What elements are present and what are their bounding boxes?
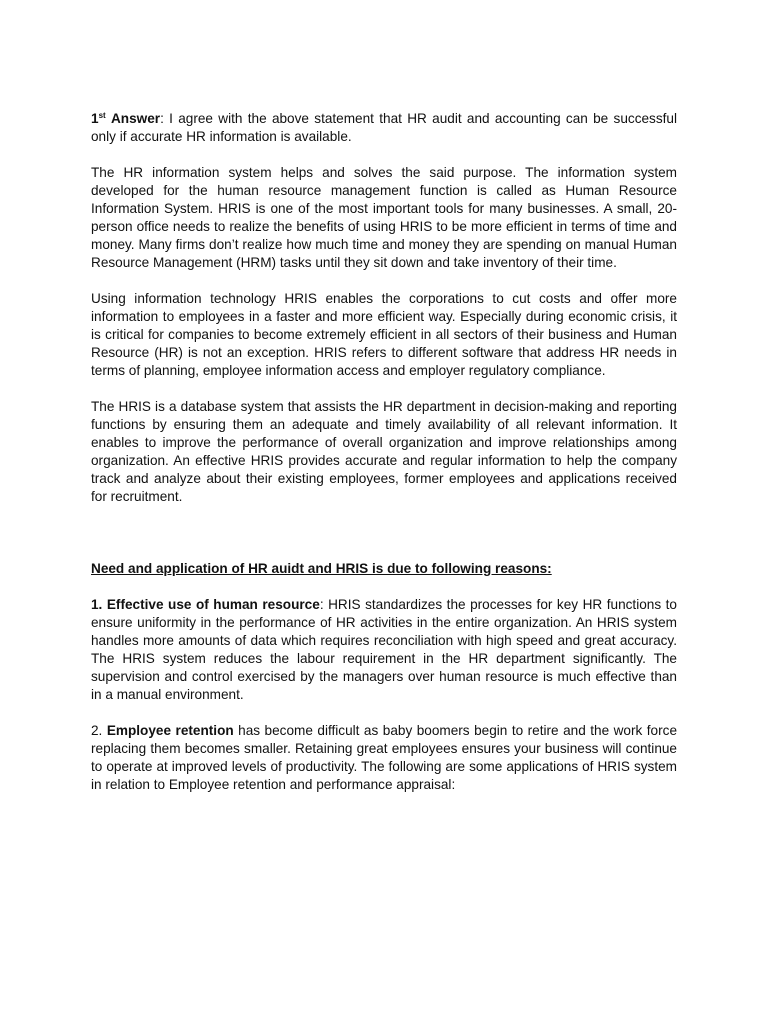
body-paragraph-1: The HR information system helps and solves the said purpose. The information system developed for the human resource management function is called as Human Resource Information System. HRIS is one of the most important tools for many businesses. A small, 20-person office needs to realize the benefits of using HRIS to be more efficient in terms of time and money. Many firms don’t realize how much time and money they are spending on manual Human Resource Management (HRM) tasks until they sit down and take inventory of their time.	[91, 165, 677, 270]
answer-intro: : I agree with the above statement that HR audit and accounting can be successful only if accurate HR information is available.	[91, 111, 677, 144]
answer-label: Answer	[110, 111, 161, 126]
reason-2-lead: Employee retention	[106, 723, 234, 738]
document-page	[91, 110, 677, 794]
answer-ordinal: 1	[91, 111, 99, 126]
body-paragraph-2: Using information technology HRIS enables the corporations to cut costs and offer more information to employees in a faster and more efficient way. Especially during economic crisis, it is critical for companies to become extremely efficient in all sectors of their business and Human Resource (HR) is not an exception. HRIS refers to different software that address HR needs in terms of planning, employee information access and employer regulatory compliance.	[91, 291, 677, 378]
body-paragraph-3: The HRIS is a database system that assists the HR department in decision-making and reporting functions by ensuring them an adequate and timely availability of all relevant information. It enables to improve the performance of overall organization and improve relationships among organization. An effective HRIS provides accurate and regular information to help the company track and analyze about their existing employees, former employees and applications received for recruitment.	[91, 399, 677, 504]
reason-1-paragraph	[91, 596, 677, 704]
reason-1-body: : HRIS standardizes the processes for key HR functions to ensure uniformity in the performance of HR activities in the entire organization. An HRIS system handles more amounts of data which requires reconciliation with high speed and great accuracy. The HRIS system reduces the labour requirement in the HR department significantly. The supervision and control exercised by the managers over human resource is much effective than in a manual environment.	[91, 597, 677, 702]
reason-2-body: has become difficult as baby boomers begin to retire and the work force replacing them becomes smaller. Retaining great employees ensures your business will continue to operate at improved levels of productivity. The following are some applications of HRIS system in relation to Employee retention and performance appraisal:	[91, 723, 678, 792]
answer-ordinal-suffix: st	[98, 111, 106, 120]
reason-1-lead: 1. Effective use of human resource	[91, 597, 320, 612]
answer-paragraph	[91, 110, 677, 146]
section-heading: Need and application of HR auidt and HRIS is due to following reasons:	[91, 561, 552, 576]
reason-2-prefix: 2.	[91, 723, 107, 738]
reason-2-paragraph	[91, 722, 677, 794]
